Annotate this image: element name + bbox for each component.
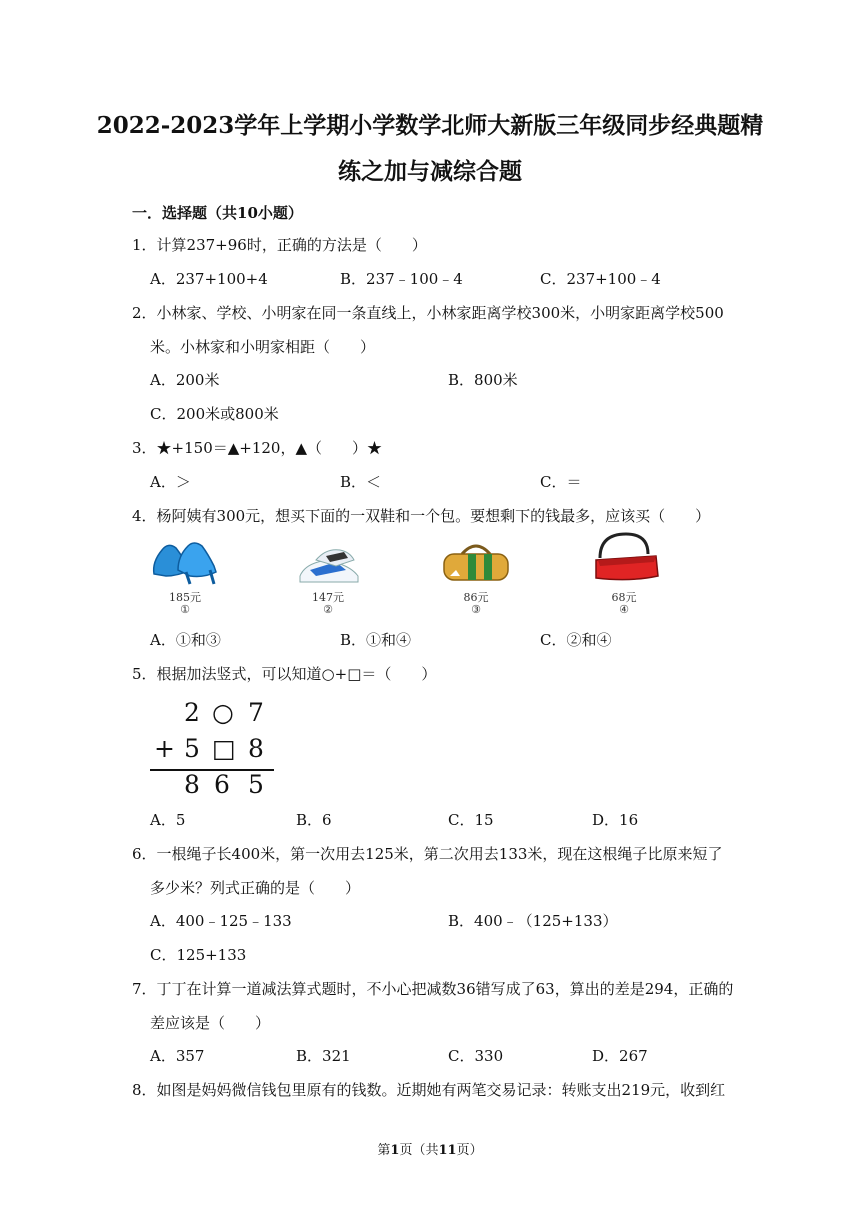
item-2-price: 147元 [312,591,344,604]
vertical-addition [150,696,280,802]
q1-option-b: B．237﹣100﹣4 [340,270,463,288]
page-title-line-2: 练之加与减综合题 [338,158,522,185]
result-digit-2: 6 [214,770,230,799]
row1-digit-1: 2 [184,698,200,727]
section-heading: 一．选择题（共10小题） [132,204,303,222]
q6-option-a: A．400﹣125﹣133 [150,912,292,930]
footer-page-number: 1 [390,1143,400,1158]
footer-suffix: 页） [456,1143,483,1158]
q6-option-c: C．125+133 [150,946,247,964]
travel-bag-image [440,536,512,586]
q7-option-b: B．321 [296,1047,351,1065]
q6-option-b: B．400﹣（125+133） [448,912,618,930]
row2-digit-3: 8 [248,734,264,763]
question-4-stem: 4．杨阿姨有300元，想买下面的一双鞋和一个包。要想剩下的钱最多，应该买（ ） [132,507,711,525]
q5-option-b: B．6 [296,811,332,829]
q5-option-a: A．5 [150,811,186,829]
question-7-stem-line-1: 7．丁丁在计算一道减法算式题时，不小心把减数36错写成了63，算出的差是294，正确的 [132,980,734,998]
q3-option-a: A．＞ [150,473,191,491]
question-8-stem-line-1: 8．如图是妈妈微信钱包里原有的钱数。近期她有两笔交易记录：转账支出219元，收到红 [132,1081,726,1099]
question-6-stem-line-2: 多少米？列式正确的是（ ） [150,879,361,897]
question-7-stem-line-2: 差应该是（ ） [150,1014,271,1032]
row2-square: □ [212,734,236,763]
row1-circle: ○ [212,698,234,727]
q7-option-d: D．267 [592,1047,648,1065]
question-1-stem: 1．计算237+96时，正确的方法是（ ） [132,236,427,254]
item-3-price: 86元 [463,591,489,604]
item-1-number: ① [180,603,190,616]
q4-option-c: C．②和④ [540,631,612,649]
question-3-stem: 3．★+150＝▲+120，▲（ ）★ [132,439,383,457]
question-5-stem: 5．根据加法竖式，可以知道○+□＝（ ） [132,665,437,683]
footer-prefix: 第 [377,1143,391,1158]
q4-option-b: B．①和④ [340,631,412,649]
result-digit-1: 8 [184,770,200,799]
item-4-number: ④ [619,603,629,616]
q2-option-a: A．200米 [150,371,220,389]
q2-option-c: C．200米或800米 [150,405,279,423]
q1-option-a: A．237+100+4 [150,270,268,288]
q7-option-c: C．330 [448,1047,504,1065]
row2-digit-1: 5 [184,734,200,763]
question-2-stem-line-1: 2．小林家、学校、小明家在同一条直线上，小林家距离学校300米，小明家距离学校500 [132,304,724,322]
item-2-number: ② [323,603,333,616]
q4-option-a: A．①和③ [150,631,221,649]
page-title-line-1: 2022-2023学年上学期小学数学北师大新版三年级同步经典题精 [96,112,764,139]
q3-option-b: B．＜ [340,473,382,491]
q7-option-a: A．357 [150,1047,205,1065]
plus-sign: + [154,734,175,763]
red-handbag-image [590,532,662,586]
item-1-price: 185元 [169,591,201,604]
footer-middle: 页（共 [399,1143,439,1158]
item-3-number: ③ [471,603,481,616]
row1-digit-3: 7 [248,698,264,727]
question-2-stem-line-2: 米。小林家和小明家相距（ ） [150,338,376,356]
q2-option-b: B．800米 [448,371,518,389]
q5-option-d: D．16 [592,811,639,829]
q3-option-c: C．＝ [540,473,582,491]
high-heels-image [148,536,222,586]
q5-option-c: C．15 [448,811,494,829]
question-6-stem-line-1: 6．一根绳子长400米，第一次用去125米，第二次用去133米，现在这根绳子比原来短了 [132,845,723,863]
q1-option-c: C．237+100﹣4 [540,270,661,288]
page-footer [0,1139,860,1158]
item-4-price: 68元 [611,591,637,604]
result-digit-3: 5 [248,770,264,799]
footer-total-pages: 11 [438,1143,457,1158]
sneakers-image [296,540,364,586]
